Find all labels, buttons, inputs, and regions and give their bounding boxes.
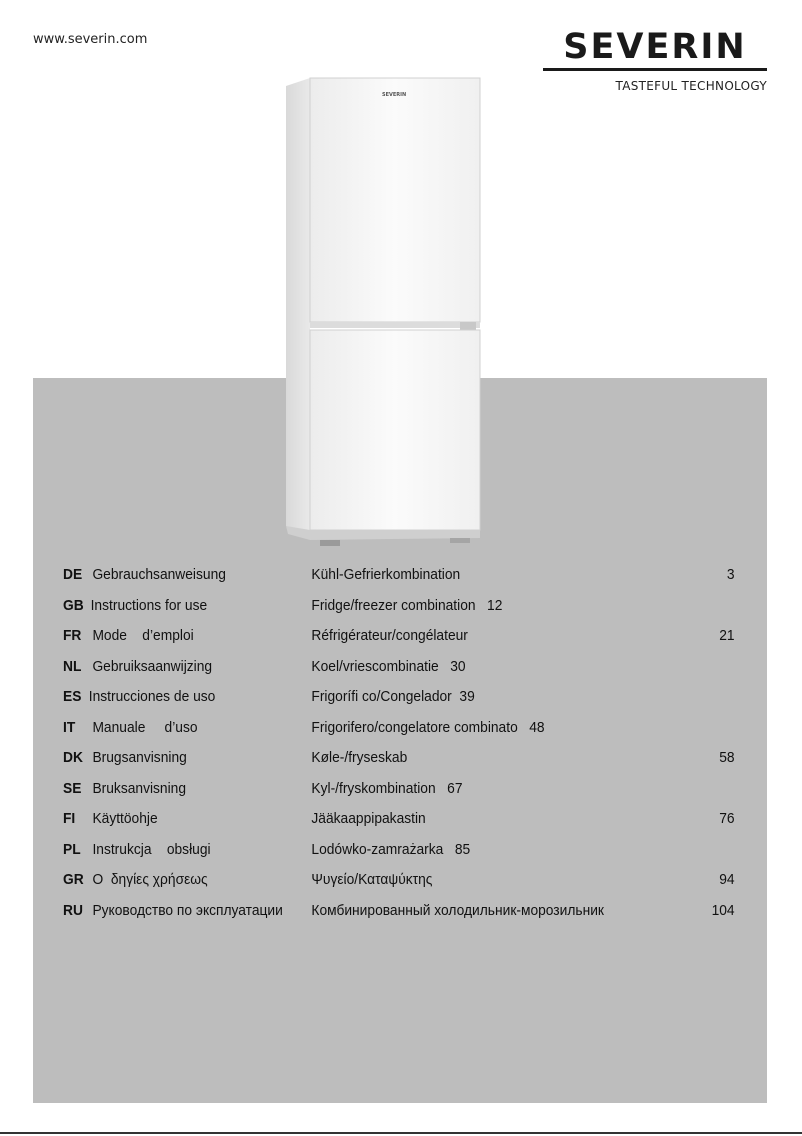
list-item (63, 867, 735, 898)
product-description: Jääkaappipakastin (311, 810, 426, 827)
language-title: Käyttöohje (92, 810, 158, 827)
brand-name: SEVERIN (543, 28, 767, 71)
website-url: www.severin.com (33, 32, 148, 47)
fridge-image (270, 74, 490, 554)
product-description: Ψυγείο/Καταψύκτης (311, 871, 433, 888)
list-item (63, 776, 689, 807)
list-item (63, 898, 735, 929)
page-number: 94 (719, 871, 735, 888)
product-description: Réfrigérateur/congélateur (311, 627, 468, 644)
language-code: SE (63, 779, 82, 797)
list-item (63, 715, 689, 746)
list-item (63, 593, 689, 624)
list-item (63, 654, 689, 685)
language-title: Ο δηγίες χρήσεως (92, 871, 208, 888)
page-number: 58 (719, 749, 735, 766)
product-description: Køle-/fryseskab (311, 749, 408, 766)
language-title: Manuale d’uso (92, 718, 198, 736)
bottom-rule (0, 1132, 802, 1134)
language-title: Instrucciones de uso (88, 688, 216, 705)
language-code: ES (63, 688, 82, 705)
product-description: Fridge/freezer combination 12 (311, 596, 503, 614)
language-code: NL (63, 657, 82, 675)
page-number: 21 (719, 627, 735, 644)
language-title: Bruksanvisning (92, 779, 187, 797)
list-item (63, 562, 735, 593)
list-item (63, 837, 689, 868)
product-description: Kühl-Gefrierkombination (311, 566, 461, 583)
list-item (63, 684, 689, 715)
language-code: RU (63, 901, 83, 919)
language-title: Mode d’emploi (92, 627, 194, 644)
product-description: Kyl-/fryskombination 67 (311, 779, 463, 797)
product-description: Koel/vriescombinatie 30 (311, 657, 466, 675)
product-description: Frigorífi co/Congelador 39 (311, 688, 475, 705)
language-title: Brugsanvisning (92, 749, 187, 766)
page-number: 104 (711, 901, 735, 919)
language-code: GB (63, 596, 84, 614)
language-code: PL (63, 840, 81, 858)
brand-logo (543, 28, 767, 93)
list-item (63, 745, 735, 776)
brand-tagline: TASTEFUL TECHNOLOGY (615, 79, 767, 93)
language-code: IT (63, 718, 76, 736)
language-title: Instrukcja obsługi (92, 840, 211, 858)
language-title: Instructions for use (90, 596, 208, 614)
svg-text:SEVERIN: SEVERIN (382, 92, 407, 98)
language-code: GR (63, 871, 84, 888)
contents-list (63, 562, 743, 928)
list-item (63, 806, 735, 837)
language-code: FI (63, 810, 76, 827)
language-code: DK (63, 749, 83, 766)
product-description: Комбинированный холодильник-морозильник (311, 901, 604, 919)
list-item (63, 623, 735, 654)
language-title: Руководство по эксплуатации (92, 901, 283, 919)
language-title: Gebrauchsanweisung (92, 566, 226, 583)
language-title: Gebruiksaanwijzing (92, 657, 213, 675)
page-number: 76 (719, 810, 735, 827)
language-code: FR (63, 627, 82, 644)
product-description: Frigorifero/congelatore combinato 48 (311, 718, 545, 736)
page-number: 3 (726, 566, 735, 583)
product-description: Lodówko-zamrażarka 85 (311, 840, 471, 858)
language-code: DE (63, 566, 83, 583)
